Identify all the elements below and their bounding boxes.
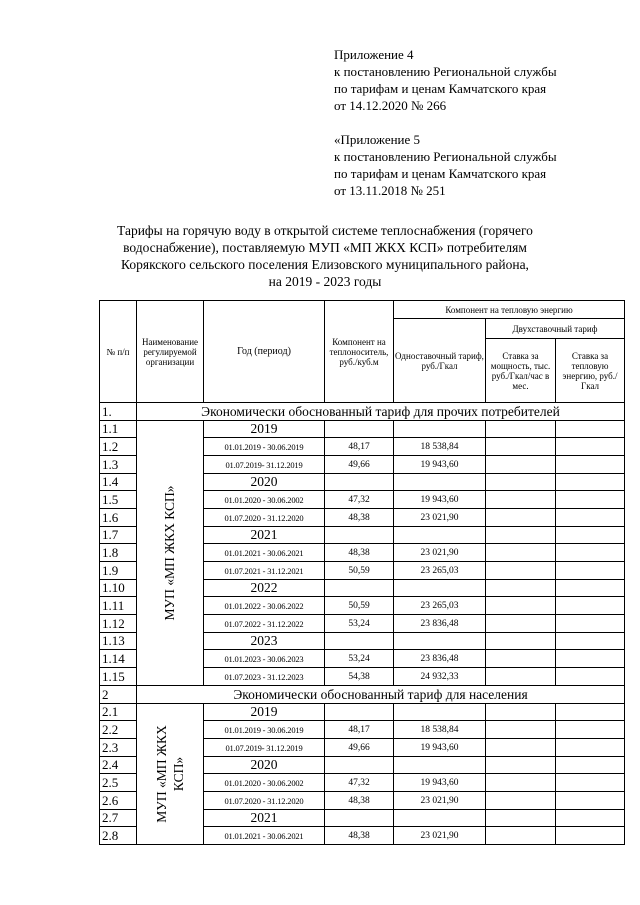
org-name: МУП «МП ЖКХ КСП» bbox=[154, 725, 186, 823]
period: 01.07.2022 - 31.12.2022 bbox=[204, 615, 325, 633]
appendix-header bbox=[334, 46, 557, 199]
row-num: 2.8 bbox=[100, 827, 137, 845]
row-num: 1.1 bbox=[100, 421, 137, 438]
row-num: 2.6 bbox=[100, 792, 137, 810]
row-num: 1.12 bbox=[100, 615, 137, 633]
row-num: 1.3 bbox=[100, 456, 137, 474]
one-rate-value: 19 943,60 bbox=[394, 739, 486, 757]
header-line: к постановлению Региональной службы bbox=[334, 149, 557, 164]
row-num: 1.2 bbox=[100, 438, 137, 456]
year: 2022 bbox=[204, 580, 325, 597]
year: 2020 bbox=[204, 757, 325, 774]
row-num: 1.14 bbox=[100, 650, 137, 668]
carrier-value: 50,59 bbox=[325, 562, 394, 580]
org-name: МУП «МП ЖКХ КСП» bbox=[162, 485, 177, 621]
row-num: 2.3 bbox=[100, 739, 137, 757]
period: 01.07.2019- 31.12.2019 bbox=[204, 456, 325, 474]
carrier-value: 49,66 bbox=[325, 739, 394, 757]
year: 2021 bbox=[204, 810, 325, 827]
row-num: 2.1 bbox=[100, 704, 137, 721]
period: 01.01.2020 - 30.06.2002 bbox=[204, 774, 325, 792]
header-line: по тарифам и ценам Камчатского края bbox=[334, 81, 547, 96]
period: 01.07.2020 - 31.12.2020 bbox=[204, 792, 325, 810]
row-num: 1.11 bbox=[100, 597, 137, 615]
row-num: 1.8 bbox=[100, 544, 137, 562]
carrier-value: 48,38 bbox=[325, 792, 394, 810]
period: 01.01.2021 - 30.06.2021 bbox=[204, 827, 325, 845]
header-line: Приложение 4 bbox=[334, 47, 414, 62]
one-rate-value: 19 943,60 bbox=[394, 774, 486, 792]
header-carrier: Компонент на теплоноситель, руб./куб.м bbox=[325, 301, 394, 403]
row-num: 2.4 bbox=[100, 757, 137, 774]
carrier-value: 47,32 bbox=[325, 774, 394, 792]
row-num: 1.15 bbox=[100, 668, 137, 686]
row-num: 2.7 bbox=[100, 810, 137, 827]
one-rate-value: 23 265,03 bbox=[394, 597, 486, 615]
one-rate-value: 23 021,90 bbox=[394, 544, 486, 562]
header-line: по тарифам и ценам Камчатского края bbox=[334, 166, 547, 181]
section-num: 1. bbox=[100, 403, 137, 421]
header-energy: Ставка за тепловую энергию, руб./Гкал bbox=[556, 339, 625, 403]
period: 01.01.2021 - 30.06.2021 bbox=[204, 544, 325, 562]
carrier-value: 48,17 bbox=[325, 438, 394, 456]
year: 2021 bbox=[204, 527, 325, 544]
period: 01.07.2019- 31.12.2019 bbox=[204, 739, 325, 757]
carrier-value: 48,38 bbox=[325, 509, 394, 527]
row-num: 1.10 bbox=[100, 580, 137, 597]
row-num: 1.4 bbox=[100, 474, 137, 491]
row-num: 1.7 bbox=[100, 527, 137, 544]
carrier-value: 48,17 bbox=[325, 721, 394, 739]
title-line: на 2019 - 2023 годы bbox=[268, 274, 382, 289]
period: 01.01.2019 - 30.06.2019 bbox=[204, 721, 325, 739]
header-line: от 14.12.2020 № 266 bbox=[334, 98, 447, 113]
carrier-value: 50,59 bbox=[325, 597, 394, 615]
carrier-value: 48,38 bbox=[325, 827, 394, 845]
year: 2019 bbox=[204, 421, 325, 438]
section-num: 2 bbox=[100, 686, 137, 704]
year: 2023 bbox=[204, 633, 325, 650]
document-title bbox=[90, 222, 560, 290]
period: 01.07.2021 - 31.12.2021 bbox=[204, 562, 325, 580]
section-label: Экономически обоснованный тариф для населения bbox=[137, 686, 625, 704]
title-line: Корякского сельского поселения Елизовского муниципального района, bbox=[121, 257, 529, 272]
period: 01.07.2020 - 31.12.2020 bbox=[204, 509, 325, 527]
header-capacity: Ставка за мощность, тыс. руб./Гкал/час в мес. bbox=[486, 339, 556, 403]
one-rate-value: 23 021,90 bbox=[394, 509, 486, 527]
one-rate-value: 18 538,84 bbox=[394, 438, 486, 456]
org-name-cell bbox=[137, 704, 204, 845]
row-num: 1.9 bbox=[100, 562, 137, 580]
one-rate-value: 19 943,60 bbox=[394, 456, 486, 474]
section-label: Экономически обоснованный тариф для прочих потребителей bbox=[137, 403, 625, 421]
title-line: водоснабжение), поставляемую МУП «МП ЖКХ КСП» потребителям bbox=[123, 240, 527, 255]
carrier-value: 53,24 bbox=[325, 650, 394, 668]
carrier-value: 53,24 bbox=[325, 615, 394, 633]
header-line: «Приложение 5 bbox=[334, 132, 421, 147]
header-num: № п/п bbox=[100, 301, 137, 403]
row-num: 2.2 bbox=[100, 721, 137, 739]
carrier-value: 54,38 bbox=[325, 668, 394, 686]
carrier-value: 49,66 bbox=[325, 456, 394, 474]
row-num: 1.5 bbox=[100, 491, 137, 509]
row-num: 2.5 bbox=[100, 774, 137, 792]
header-line: от 13.11.2018 № 251 bbox=[334, 183, 446, 198]
header-two-rate: Двухставочный тариф bbox=[486, 319, 625, 339]
org-name-cell bbox=[137, 421, 204, 686]
period: 01.01.2022 - 30.06.2022 bbox=[204, 597, 325, 615]
one-rate-value: 23 836,48 bbox=[394, 650, 486, 668]
header-heat-group: Компонент на тепловую энергию bbox=[394, 301, 625, 319]
one-rate-value: 18 538,84 bbox=[394, 721, 486, 739]
tariff-table bbox=[99, 300, 625, 845]
year: 2019 bbox=[204, 704, 325, 721]
title-line: Тарифы на горячую воду в открытой системе теплоснабжения (горячего bbox=[117, 223, 533, 238]
carrier-value: 47,32 bbox=[325, 491, 394, 509]
one-rate-value: 24 932,33 bbox=[394, 668, 486, 686]
period: 01.01.2019 - 30.06.2019 bbox=[204, 438, 325, 456]
row-num: 1.6 bbox=[100, 509, 137, 527]
one-rate-value: 19 943,60 bbox=[394, 491, 486, 509]
header-one-rate: Одноставочный тариф, руб./Гкал bbox=[394, 319, 486, 403]
carrier-value: 48,38 bbox=[325, 544, 394, 562]
header-org: Наименование регулируемой организации bbox=[137, 301, 204, 403]
period: 01.07.2023 - 31.12.2023 bbox=[204, 668, 325, 686]
one-rate-value: 23 021,90 bbox=[394, 792, 486, 810]
header-period: Год (период) bbox=[204, 301, 325, 403]
year: 2020 bbox=[204, 474, 325, 491]
period: 01.01.2020 - 30.06.2002 bbox=[204, 491, 325, 509]
row-num: 1.13 bbox=[100, 633, 137, 650]
one-rate-value: 23 021,90 bbox=[394, 827, 486, 845]
one-rate-value: 23 265,03 bbox=[394, 562, 486, 580]
header-line: к постановлению Региональной службы bbox=[334, 64, 557, 79]
period: 01.01.2023 - 30.06.2023 bbox=[204, 650, 325, 668]
one-rate-value: 23 836,48 bbox=[394, 615, 486, 633]
